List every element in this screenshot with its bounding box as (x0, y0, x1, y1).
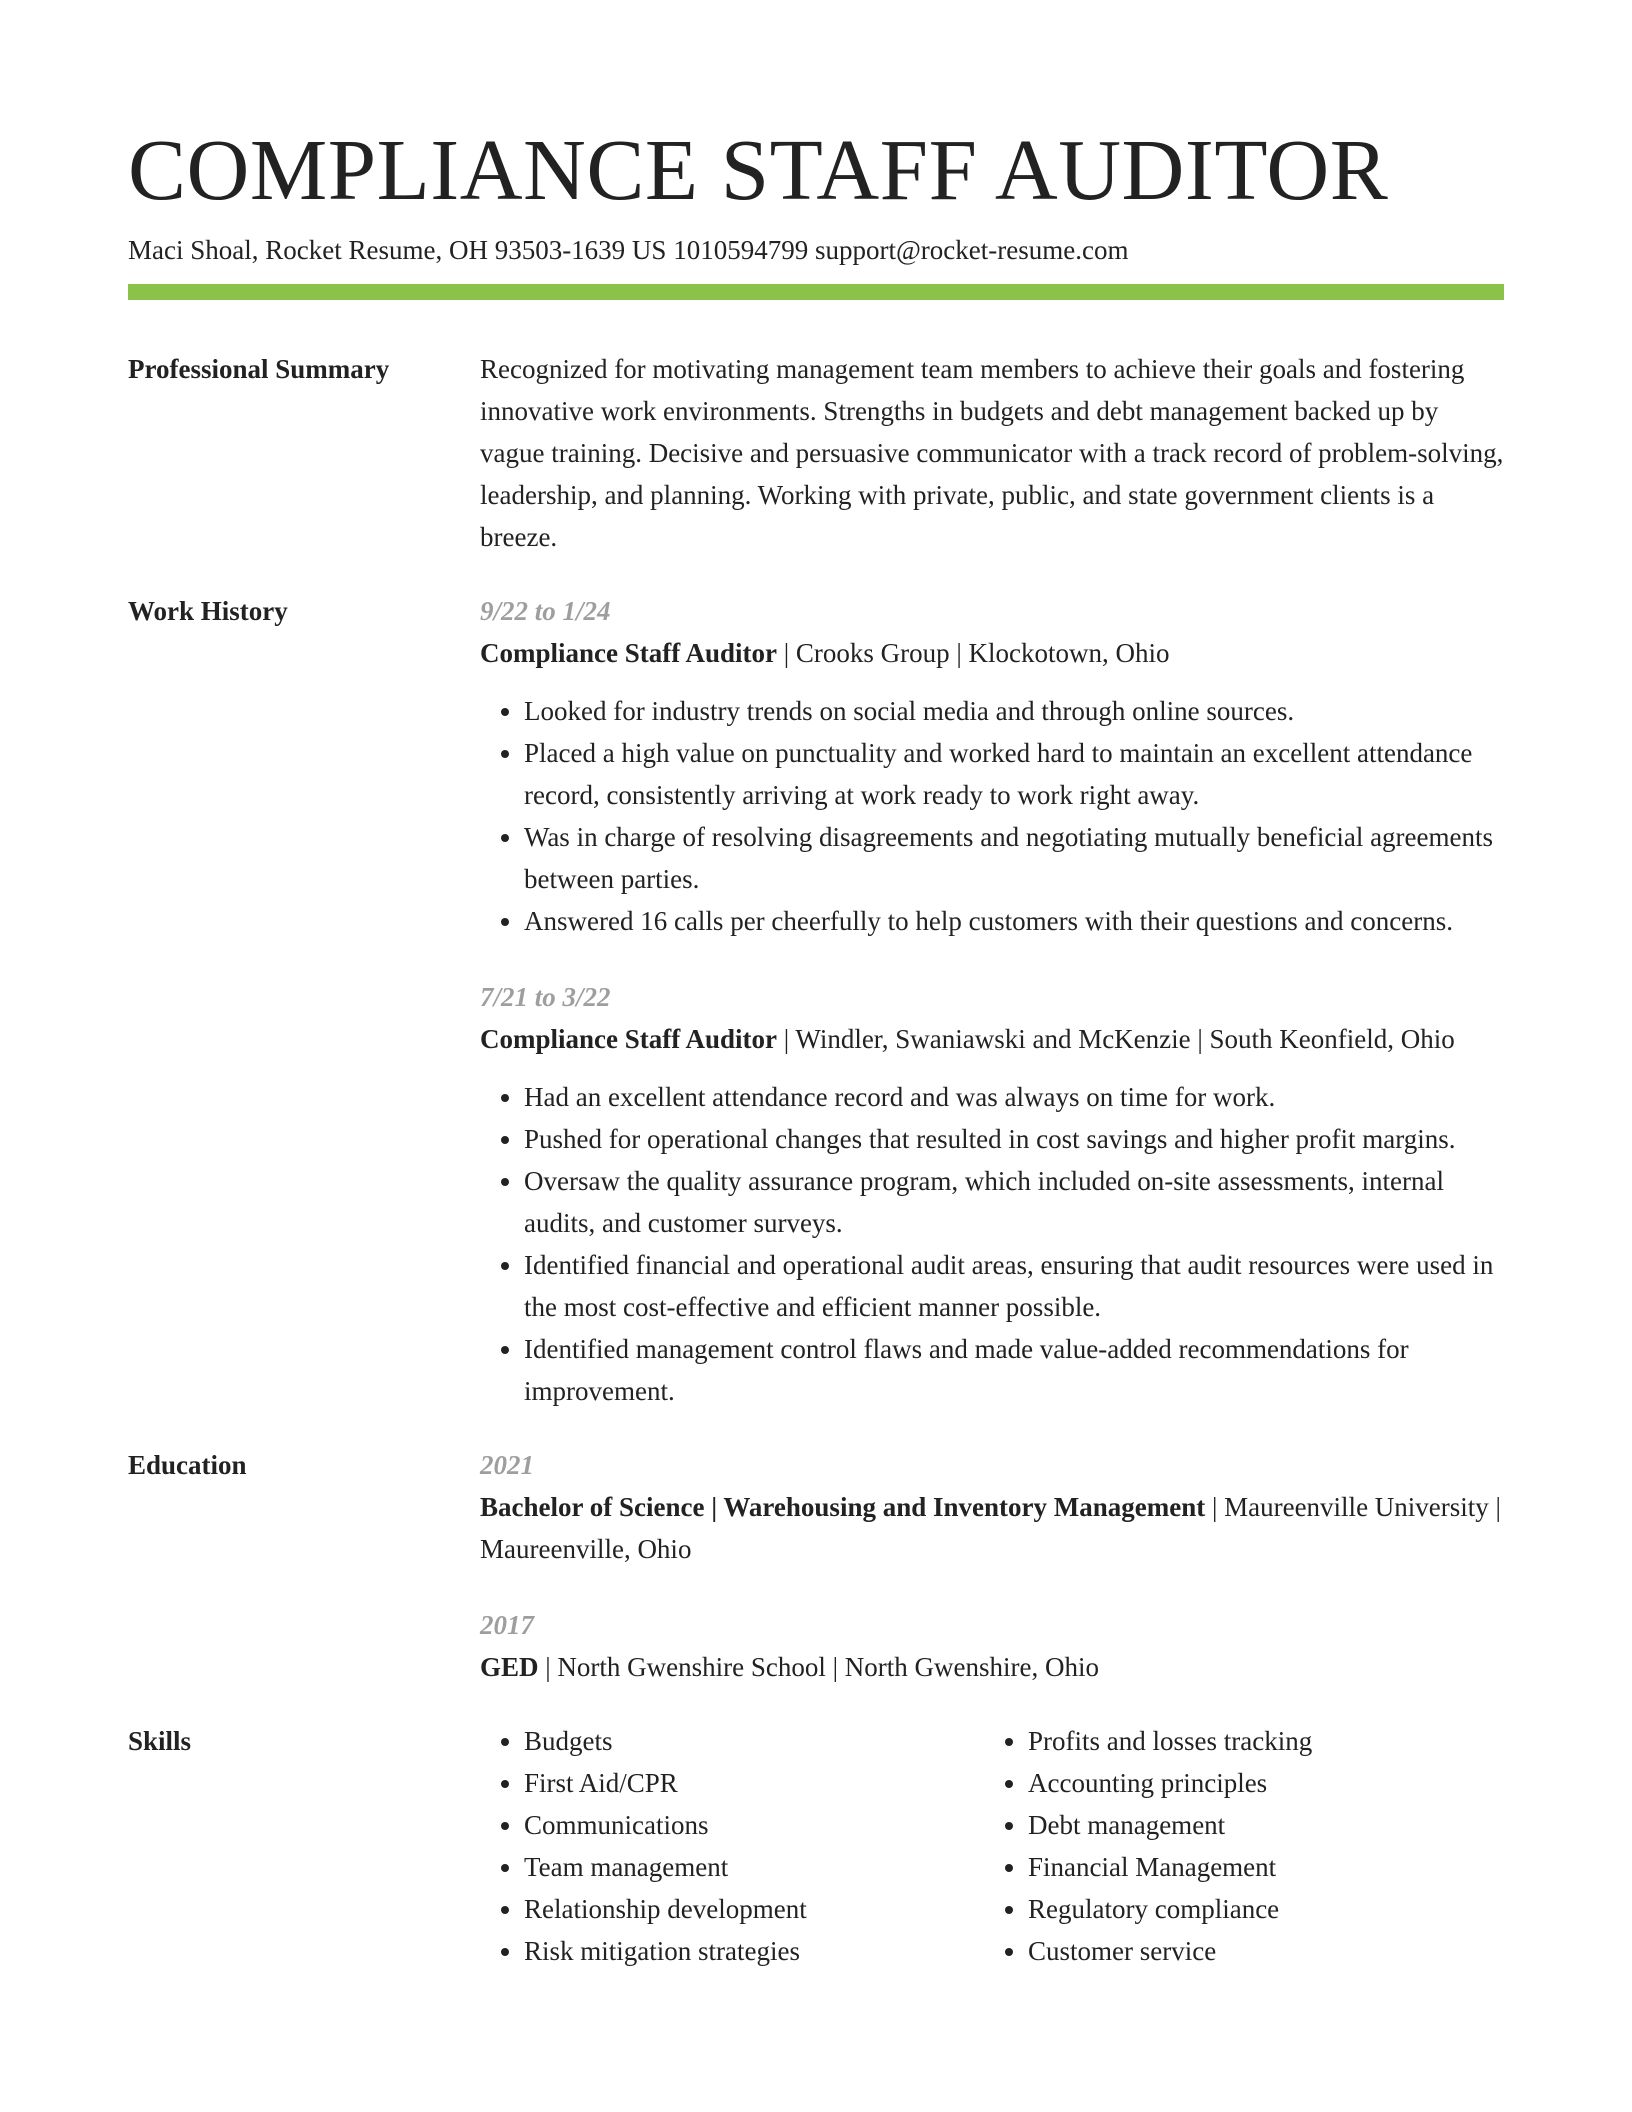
job-heading (480, 1018, 1504, 1060)
job-bullets (480, 690, 1504, 942)
job-dates: 7/21 to 3/22 (480, 982, 611, 1012)
education-heading (480, 1486, 1504, 1570)
skill-item: • Budgets (524, 1720, 984, 1762)
list-item: • Placed a high value on punctuality and worked hard to maintain an excellent attendance record, consistently arriving at work ready to work right away. (524, 732, 1504, 816)
list-item: • Had an excellent attendance record and was always on time for work. (524, 1076, 1504, 1118)
section-label-work: Work History (128, 596, 288, 626)
job-employer-location: | Crooks Group | Klockotown, Ohio (777, 638, 1170, 668)
skill-item: • Profits and losses tracking (1028, 1720, 1312, 1762)
list-item: • Was in charge of resolving disagreements and negotiating mutually beneficial agreements between parties. (524, 816, 1504, 900)
education-entry (480, 1604, 1504, 1688)
education-degree: Bachelor of Science | Warehousing and Inventory Management (480, 1492, 1206, 1522)
education-body (480, 1444, 1504, 1688)
skill-item: • Relationship development (524, 1888, 984, 1930)
education-school-location: | North Gwenshire School | North Gwenshire, Ohio (538, 1652, 1099, 1682)
skill-item: • Accounting principles (1028, 1762, 1312, 1804)
contact-line: Maci Shoal, Rocket Resume, OH 93503-1639 US 1010594799 support@rocket-resume.com (128, 235, 1129, 265)
job-entry (480, 976, 1504, 1412)
list-item: • Pushed for operational changes that resulted in cost savings and higher profit margins. (524, 1118, 1504, 1160)
header-divider (128, 284, 1504, 300)
skills-list-right (984, 1720, 1312, 1972)
professional-summary-section (128, 348, 1504, 558)
summary-text: Recognized for motivating management team members to achieve their goals and fostering innovative work environments. Strengths in budgets and debt management backed up by vague training. Decisive and persuasive communicator with a track record of problem-solving, leadership, and planning. Working with private, public, and state government clients is a breeze. (480, 354, 1504, 552)
skill-item: • Risk mitigation strategies (524, 1930, 984, 1972)
list-item: • Looked for industry trends on social media and through online sources. (524, 690, 1504, 732)
skill-item: • Communications (524, 1804, 984, 1846)
list-item: • Identified management control flaws and made value-added recommendations for improvement. (524, 1328, 1504, 1412)
skill-item: • First Aid/CPR (524, 1762, 984, 1804)
skill-item: • Regulatory compliance (1028, 1888, 1312, 1930)
skill-item: • Team management (524, 1846, 984, 1888)
section-label-skills: Skills (128, 1726, 192, 1756)
education-year: 2021 (480, 1450, 534, 1480)
education-entry (480, 1444, 1504, 1570)
skill-item: • Financial Management (1028, 1846, 1312, 1888)
list-item: • Answered 16 calls per cheerfully to help customers with their questions and concerns. (524, 900, 1504, 942)
job-entry (480, 590, 1504, 942)
education-heading (480, 1646, 1504, 1688)
section-label-summary: Professional Summary (128, 354, 390, 384)
work-history-body (480, 590, 1504, 1412)
skills-body (480, 1720, 1504, 1972)
job-title: Compliance Staff Auditor (480, 638, 777, 668)
section-label-education: Education (128, 1450, 247, 1480)
list-item: • Oversaw the quality assurance program, which included on-site assessments, internal audits, and customer surveys. (524, 1160, 1504, 1244)
work-history-section (128, 590, 1504, 1412)
education-degree: GED (480, 1652, 539, 1682)
skill-item: • Customer service (1028, 1930, 1312, 1972)
skills-section (128, 1720, 1504, 1972)
skill-item: • Debt management (1028, 1804, 1312, 1846)
job-heading (480, 632, 1504, 674)
job-dates: 9/22 to 1/24 (480, 596, 611, 626)
job-bullets (480, 1076, 1504, 1412)
skills-list-left (480, 1720, 984, 1972)
education-school-location: | Maureenville University | Maureenville, Ohio (480, 1492, 1501, 1564)
resume-title: COMPLIANCE STAFF AUDITOR (128, 121, 1389, 218)
skills-columns (480, 1720, 1504, 1972)
education-year: 2017 (480, 1610, 534, 1640)
education-section (128, 1444, 1504, 1688)
list-item: • Identified financial and operational audit areas, ensuring that audit resources were used in the most cost-effective and efficient manner possible. (524, 1244, 1504, 1328)
job-title: Compliance Staff Auditor (480, 1024, 777, 1054)
job-employer-location: | Windler, Swaniawski and McKenzie | South Keonfield, Ohio (777, 1024, 1455, 1054)
